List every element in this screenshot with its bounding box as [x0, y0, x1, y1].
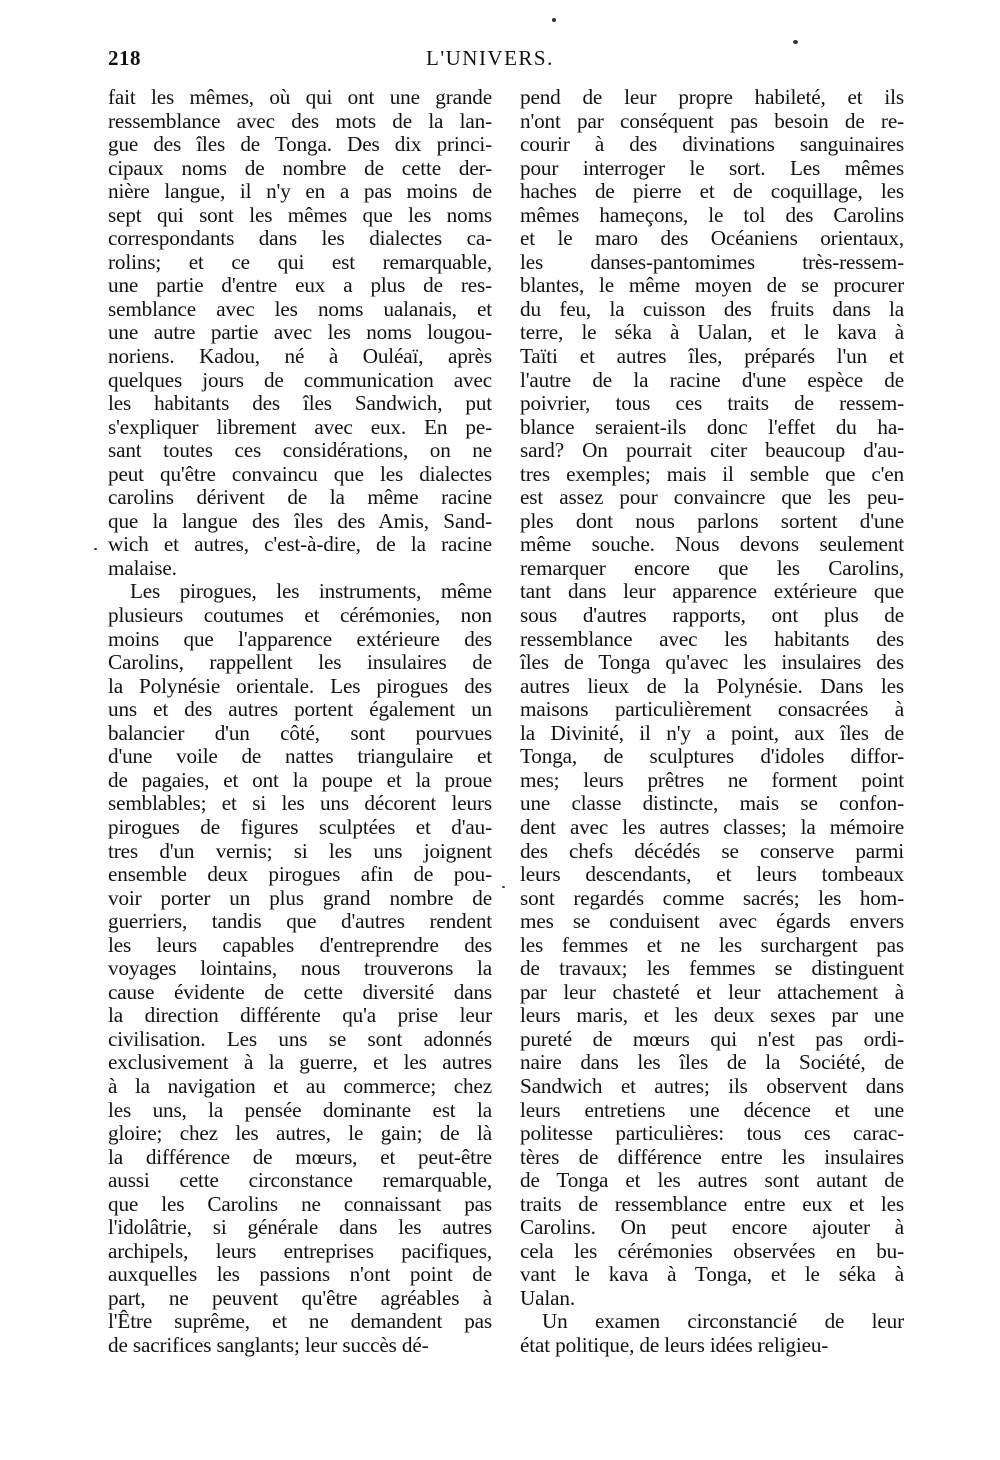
text-line: leurs entretiens une décence et une — [520, 1097, 904, 1122]
text-line: quelques jours de communication avec — [108, 367, 492, 392]
text-line: ensemble deux pirogues afin de pou- — [108, 862, 492, 887]
text-line: même souche. Nous devons seulement — [520, 532, 904, 557]
text-line: guerriers, tandis que d'autres rendent — [108, 909, 492, 934]
text-line: les danses-pantomimes très-ressem- — [520, 249, 904, 274]
text-line: semblance avec les noms ualanais, et — [108, 296, 492, 321]
text-line: du feu, la cuisson des fruits dans la — [520, 296, 904, 321]
scan-speck — [502, 886, 505, 888]
text-line: tères de différence entre les insulaires — [520, 1144, 904, 1169]
text-line: ples dont nous parlons sortent d'une — [520, 508, 904, 533]
text-line: moins que l'apparence extérieure des — [108, 626, 492, 651]
text-line: autres lieux de la Polynésie. Dans les — [520, 673, 904, 698]
text-line: correspondants dans les dialectes ca- — [108, 226, 492, 251]
text-line: voir porter un plus grand nombre de — [108, 885, 492, 910]
text-line: noriens. Kadou, né à Ouléaï, après — [108, 344, 492, 369]
text-line: haches de pierre et de coquillage, les — [520, 179, 904, 204]
text-line: pirogues de figures sculptées et d'au- — [108, 814, 492, 839]
text-line: pend de leur propre habileté, et ils — [520, 85, 904, 109]
text-line: cela les cérémonies observées en bu- — [520, 1238, 904, 1263]
text-line: à la navigation et au commerce; chez — [108, 1073, 492, 1098]
text-line: Un examen circonstancié de leur — [542, 1309, 904, 1334]
text-column-right — [520, 86, 904, 1358]
text-line: îles de Tonga qu'avec les insulaires des — [520, 650, 904, 675]
text-line: courir à des divinations sanguinaires — [520, 132, 904, 157]
text-line: fait les mêmes, où qui ont une grande — [108, 85, 492, 109]
text-line: poivrier, tous ces traits de ressem- — [520, 391, 904, 416]
text-line: l'autre de la racine d'une espèce de — [520, 367, 904, 392]
page-number: 218 — [108, 46, 141, 70]
text-line: l'Être suprême, et ne demandent pas — [108, 1309, 492, 1334]
text-line: dent avec les autres classes; la mémoire — [520, 814, 904, 839]
text-line: plusieurs coutumes et cérémonies, non — [108, 603, 492, 628]
text-line: Tonga, de sculptures d'idoles diffor- — [520, 744, 904, 769]
page-header — [108, 46, 908, 74]
text-line: Ualan. — [520, 1285, 575, 1310]
text-line: uns et des autres portent également un — [108, 697, 492, 722]
text-line: gue des îles de Tonga. Des dix princi- — [108, 132, 492, 157]
text-line: ressemblance avec les habitants des — [520, 626, 904, 651]
text-line: état politique, de leurs idées religieu- — [520, 1332, 829, 1357]
text-line: blantes, le même moyen de se procurer — [520, 273, 904, 298]
scan-speck — [793, 40, 798, 44]
text-line: n'ont par conséquent pas besoin de re- — [520, 108, 904, 133]
text-line: malaise. — [108, 555, 177, 580]
text-line: balancier d'un côté, sont pourvues — [108, 720, 492, 745]
text-line: que la langue des îles des Amis, Sand- — [108, 508, 492, 533]
text-line: sous d'autres rapports, ont plus de — [520, 603, 904, 628]
text-line: de travaux; les femmes se distinguent — [520, 956, 904, 981]
text-line: tres exemples; mais il semble que c'en — [520, 461, 904, 486]
text-line: une classe distincte, mais se confon- — [520, 791, 904, 816]
text-line: et le maro des Océaniens orientaux, — [520, 226, 904, 251]
text-line: sont regardés comme sacrés; les hom- — [520, 885, 904, 910]
text-line: ressemblance avec des mots de la lan- — [108, 108, 492, 133]
text-line: sard? On pourrait citer beaucoup d'au- — [520, 438, 904, 463]
text-line: tres d'un vernis; si les uns joignent — [108, 838, 492, 863]
text-line: la direction différente qu'a prise leur — [108, 1003, 492, 1028]
text-line: mêmes hameçons, le tol des Carolins — [520, 202, 904, 227]
text-line: nière langue, il n'y en a pas moins de — [108, 179, 492, 204]
text-line: politesse particulières: tous ces carac- — [520, 1121, 904, 1146]
text-line: maisons particulièrement consacrées à — [520, 697, 904, 722]
text-line: pour interroger le sort. Les mêmes — [520, 155, 904, 180]
text-line: Carolins. On peut encore ajouter à — [520, 1215, 904, 1240]
text-line: cipaux noms de nombre de cette der- — [108, 155, 492, 180]
text-line: l'idolâtrie, si générale dans les autres — [108, 1215, 492, 1240]
text-line: leurs descendants, et leurs tombeaux — [520, 862, 904, 887]
text-line: naire dans les îles de la Société, de — [520, 1050, 904, 1075]
text-line: la Divinité, il n'y a point, aux îles de — [520, 720, 904, 745]
text-line: exclusivement à la guerre, et les autres — [108, 1050, 492, 1075]
text-line: les leurs capables d'entreprendre des — [108, 932, 492, 957]
text-line: leurs maris, et les deux sexes par une — [520, 1003, 904, 1028]
text-line: tant dans leur apparence extérieure que — [520, 579, 904, 604]
text-line: mes se conduisent avec égards envers — [520, 909, 904, 934]
running-title: L'UNIVERS. — [426, 46, 554, 70]
text-line: les uns, la pensée dominante est la — [108, 1097, 492, 1122]
text-line: Sandwich et autres; ils observent dans — [520, 1073, 904, 1098]
text-line: de sacrifices sanglants; leur succès dé- — [108, 1332, 429, 1357]
scan-speck — [94, 548, 97, 550]
text-line: est assez pour convaincre que les peu- — [520, 485, 904, 510]
text-line: part, ne peuvent qu'être agréables à — [108, 1285, 492, 1310]
text-line: une partie d'entre eux a plus de res- — [108, 273, 492, 298]
text-line: vant le kava à Tonga, et le séka à — [520, 1262, 904, 1287]
text-line: sept qui sont les mêmes que les noms — [108, 202, 492, 227]
text-line: la différence de mœurs, et peut-être — [108, 1144, 492, 1169]
text-line: semblables; et si les uns décorent leurs — [108, 791, 492, 816]
text-line: archipels, leurs entreprises pacifiques, — [108, 1238, 492, 1263]
text-line: de Tonga et les autres sont autant de — [520, 1168, 904, 1193]
text-line: terre, le séka à Ualan, et le kava à — [520, 320, 904, 345]
text-line: les femmes et ne les surchargent pas — [520, 932, 904, 957]
scan-speck — [552, 18, 556, 22]
text-line: mes; leurs prêtres ne forment point — [520, 767, 904, 792]
text-line: voyages lointains, nous trouverons la — [108, 956, 492, 981]
text-line: wich et autres, c'est-à-dire, de la racine — [108, 532, 492, 557]
text-line: pureté de mœurs qui n'est pas ordi- — [520, 1026, 904, 1051]
text-line: civilisation. Les uns se sont adonnés — [108, 1026, 492, 1051]
text-line: Les pirogues, les instruments, même — [130, 579, 492, 604]
text-line: s'expliquer librement avec eux. En pe- — [108, 414, 492, 439]
text-line: peut qu'être convaincu que les dialectes — [108, 461, 492, 486]
text-line: que les Carolins ne connaissant pas — [108, 1191, 492, 1216]
text-line: aussi cette circonstance remarquable, — [108, 1168, 492, 1193]
text-line: d'une voile de nattes triangulaire et — [108, 744, 492, 769]
text-line: Carolins, rappellent les insulaires de — [108, 650, 492, 675]
text-line: carolins dérivent de la même racine — [108, 485, 492, 510]
text-line: auxquelles les passions n'ont point de — [108, 1262, 492, 1287]
text-line: cause évidente de cette diversité dans — [108, 979, 492, 1004]
text-line: de pagaies, et ont la poupe et la proue — [108, 767, 492, 792]
text-line: Taïti et autres îles, préparés l'un et — [520, 344, 904, 369]
text-line: sant toutes ces considérations, on ne — [108, 438, 492, 463]
text-line: blance seraient-ils donc l'effet du ha- — [520, 414, 904, 439]
text-line: les habitants des îles Sandwich, put — [108, 391, 492, 416]
text-line: la Polynésie orientale. Les pirogues des — [108, 673, 492, 698]
text-column-left — [108, 86, 492, 1358]
text-line: rolins; et ce qui est remarquable, — [108, 249, 492, 274]
text-line: une autre partie avec les noms lougou- — [108, 320, 492, 345]
text-line: par leur chasteté et leur attachement à — [520, 979, 904, 1004]
text-line: des chefs décédés se conserve parmi — [520, 838, 904, 863]
text-line: gloire; chez les autres, le gain; de là — [108, 1121, 492, 1146]
text-line: remarquer encore que les Carolins, — [520, 555, 904, 580]
text-line: traits de ressemblance entre eux et les — [520, 1191, 904, 1216]
